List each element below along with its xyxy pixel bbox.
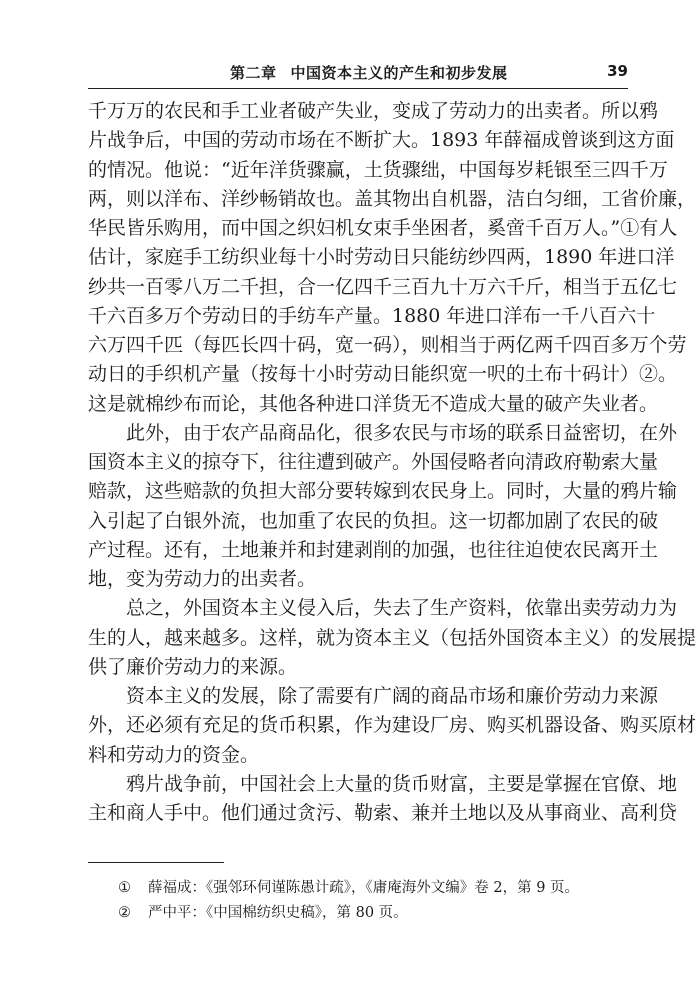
footnotes: [118, 876, 618, 926]
text-line: 供了廉价劳动力的来源。: [88, 655, 298, 678]
text-line: 地，变为劳动力的出卖者。: [88, 568, 317, 590]
chapter-heading: [230, 62, 508, 83]
footnote-divider: [88, 862, 224, 863]
text-line: 纱共一百零八万二千担，合一亿四千三百九十万六千斤，相当于五亿七: [88, 275, 678, 298]
paragraph-start-line: 资本主义的发展，除了需要有广阔的商品市场和廉价劳动力来源: [126, 685, 659, 707]
paragraph-start-line: 此外，由于农产品商品化，很多农民与市场的联系日益密切，在外: [126, 421, 678, 444]
footnote-1: [118, 876, 618, 901]
text-line: 入引起了白银外流，也加重了农民的负担。这一切都加剧了农民的破: [88, 509, 659, 532]
text-line: 主和商人手中。他们通过贪污、勒索、兼并土地以及从事商业、高利贷: [88, 802, 678, 824]
text-line: 赔款，这些赔款的负担大部分要转嫁到农民身上。同时，大量的鸦片输: [88, 480, 678, 503]
text-line: 料和劳动力的资金。: [88, 743, 260, 766]
text-line: 两，则以洋布、洋纱畅销故也。盖其物出自机器，洁白匀细，工省价廉，: [88, 187, 696, 210]
text-line: 千万万的农民和手工业者破产失业，变成了劳动力的出卖者。所以鸦: [88, 100, 659, 122]
text-line: 生的人，越来越多。这样，就为资本主义（包括外国资本主义）的发展提: [88, 626, 696, 649]
footnote-text: 严中平：《中国棉纺织史稿》，第 80 页。: [148, 905, 408, 921]
text-line: 估计，家庭手工纺织业每十小时劳动日只能纺纱四两，1890 年进口洋: [88, 246, 675, 269]
paragraph-start-line: 总之，外国资本主义侵入后，失去了生产资料，依靠出卖劳动力为: [126, 597, 678, 620]
footnote-2: [118, 901, 618, 926]
text-line: 的情况。他说：“近年洋货骤赢，土货骤绌，中国每岁耗银至三四千万: [88, 158, 668, 181]
footnote-text: 薛福成：《强邻环伺谨陈愚计疏》，《庸庵海外文编》卷 2，第 9 页。: [148, 880, 580, 896]
text-line: 国资本主义的掠夺下，往往遭到破产。外国侵略者向清政府勒索大量: [88, 451, 659, 473]
text-line: 片战争后，中国的劳动市场在不断扩大。1893 年薛福成曾谈到这方面: [88, 129, 675, 152]
body-text: [88, 97, 696, 828]
page-number: 39: [607, 62, 628, 80]
text-line: 千六百多万个劳动日的手纺车产量。1880 年进口洋布一千八百六十: [88, 304, 656, 327]
chapter-number: 第二章: [230, 64, 277, 82]
running-header: [88, 58, 628, 89]
footnote-mark: ②: [118, 905, 131, 921]
text-line: 华民皆乐购用，而中国之织妇机女束手坐困者，奚啻千百万人。”①有人: [88, 217, 678, 239]
text-line: 产过程。还有，土地兼并和封建剥削的加强，也往往迫使农民离开土: [88, 538, 659, 561]
text-line: 外，还必须有充足的货币积累，作为建设厂房、购买机器设备、购买原材: [88, 714, 696, 737]
text-line: 这是就棉纱布而论，其他各种进口洋货无不造成大量的破产失业者。: [88, 392, 659, 415]
footnote-mark: ①: [118, 880, 131, 896]
text-line: 动日的手织机产量（按每十小时劳动日能织宽一呎的土布十码计）②。: [88, 363, 678, 386]
chapter-title: 中国资本主义的产生和初步发展: [290, 64, 508, 82]
paragraph-start-line: 鸦片战争前，中国社会上大量的货币财富，主要是掌握在官僚、地: [126, 772, 678, 795]
text-line: 六万四千匹（每匹长四十码，宽一码），则相当于两亿两千四百多万个劳: [88, 334, 687, 356]
